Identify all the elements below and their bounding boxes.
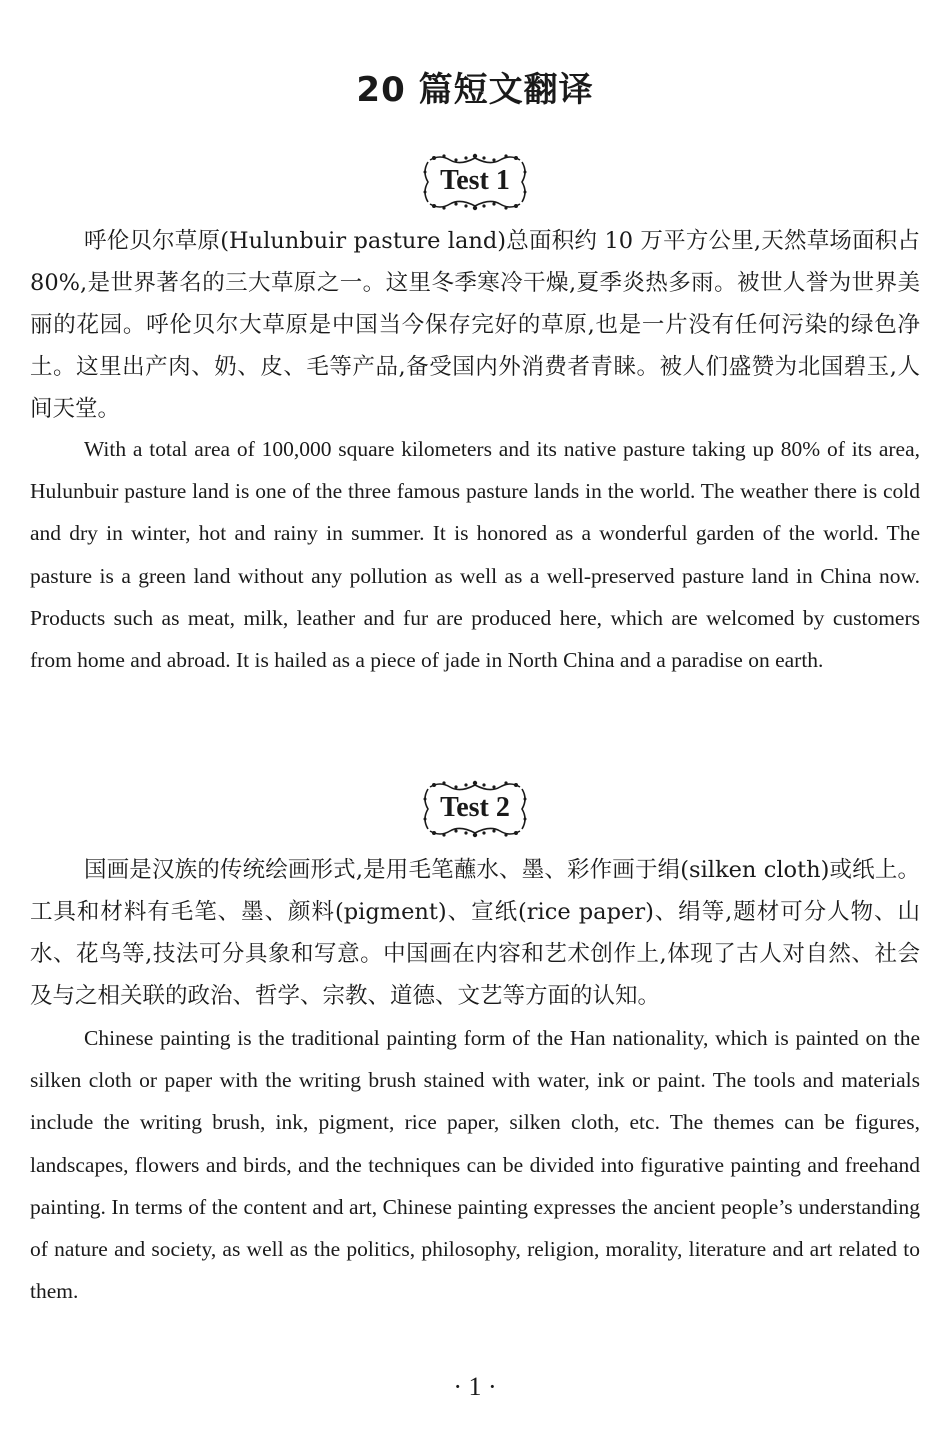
english-paragraph-test-1: With a total area of 100,000 square kilometers and its native pasture taking up 80% of its area, Hulunbuir pasture land is one of the three famous pasture lands in the world. The weather there is cold and dry in winter, hot and rainy in summer. It is honored as a wonderful garden of the world. The pasture is a green land without any pollution as well as a well-preserved pasture land in China now. Products such as meat, milk, leather and fur are produced here, which are welcomed by customers from home and abroad. It is hailed as a piece of jade in North China and a paradise on earth. <box>30 437 920 673</box>
section-heading-label: Test 2 <box>440 792 510 823</box>
section-heading-test-1 <box>0 152 950 218</box>
english-paragraph-test-2: Chinese painting is the traditional painting form of the Han nationality, which is painted on the silken cloth or paper with the writing brush stained with water, ink or paint. The tools and materials include the writing brush, ink, pigment, rice paper, silken cloth, etc. The themes can be figures, landscapes, flowers and birds, and the techniques can be divided into figurative painting and freehand painting. In terms of the content and art, Chinese painting expresses the ancient people’s understanding of nature and society, as well as the politics, philosophy, religion, morality, literature and art related to them. <box>30 1026 920 1304</box>
chinese-paragraph-test-2: 国画是汉族的传统绘画形式,是用毛笔蘸水、墨、彩作画于绢(silken cloth)或纸上。工具和材料有毛笔、墨、颜料(pigment)、宣纸(rice paper)、绢等,题材可分人物、山水、花鸟等,技法可分具象和写意。中国画在内容和艺术创作上,体现了古人对自然、社会及与之相关联的政治、哲学、宗教、道德、文艺等方面的认知。 <box>30 857 920 1009</box>
section-heading-test-2 <box>0 779 950 845</box>
chinese-paragraph-test-1: 呼伦贝尔草原(Hulunbuir pasture land)总面积约 10 万平方公里,天然草场面积占 80%,是世界著名的三大草原之一。这里冬季寒冷干燥,夏季炎热多雨。被世人誉为世界美丽的花园。呼伦贝尔大草原是中国当今保存完好的草原,也是一片没有任何污染的绿色净土。这里出产肉、奶、皮、毛等产品,备受国内外消费者青睐。被人们盛赞为北国碧玉,人间天堂。 <box>30 228 920 422</box>
ornamental-frame <box>420 779 530 839</box>
page-title: 20 篇短文翻译 <box>356 70 594 110</box>
page-number: · 1 · <box>453 1372 497 1401</box>
section-heading-label: Test 1 <box>440 165 510 196</box>
ornamental-frame <box>420 152 530 212</box>
